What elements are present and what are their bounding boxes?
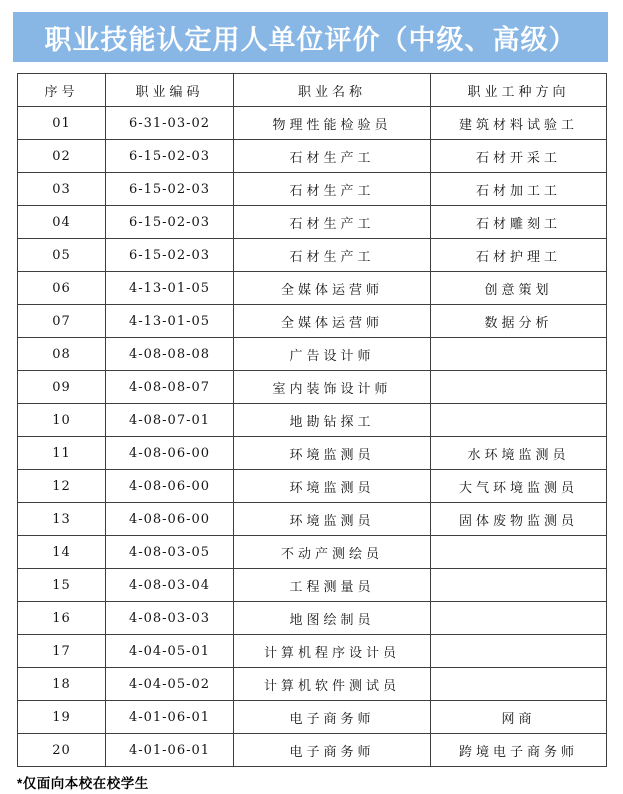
cell-code: 4-13-01-05 bbox=[106, 305, 234, 338]
table-row bbox=[18, 338, 607, 371]
cell-serial: 01 bbox=[18, 107, 106, 140]
cell-serial: 09 bbox=[18, 371, 106, 404]
cell-direction: 石材雕刻工 bbox=[431, 206, 607, 239]
cell-name: 石材生产工 bbox=[234, 173, 431, 206]
cell-direction bbox=[431, 371, 607, 404]
cell-direction bbox=[431, 338, 607, 371]
cell-code: 4-13-01-05 bbox=[106, 272, 234, 305]
header-serial: 序号 bbox=[18, 74, 106, 107]
cell-code: 4-08-06-00 bbox=[106, 470, 234, 503]
cell-serial: 14 bbox=[18, 536, 106, 569]
cell-code: 4-08-08-08 bbox=[106, 338, 234, 371]
cell-name: 环境监测员 bbox=[234, 503, 431, 536]
cell-serial: 17 bbox=[18, 635, 106, 668]
cell-direction bbox=[431, 569, 607, 602]
cell-direction bbox=[431, 404, 607, 437]
title-banner bbox=[13, 12, 608, 62]
cell-direction: 固体废物监测员 bbox=[431, 503, 607, 536]
cell-serial: 18 bbox=[18, 668, 106, 701]
table-row bbox=[18, 569, 607, 602]
cell-code: 6-31-03-02 bbox=[106, 107, 234, 140]
cell-direction: 石材加工工 bbox=[431, 173, 607, 206]
cell-name: 石材生产工 bbox=[234, 239, 431, 272]
cell-code: 4-08-03-04 bbox=[106, 569, 234, 602]
cell-direction: 水环境监测员 bbox=[431, 437, 607, 470]
table-row bbox=[18, 668, 607, 701]
table-row bbox=[18, 107, 607, 140]
page-title: 职业技能认定用人单位评价（中级、高级） bbox=[44, 24, 577, 55]
cell-direction: 创意策划 bbox=[431, 272, 607, 305]
cell-serial: 03 bbox=[18, 173, 106, 206]
cell-name: 室内装饰设计师 bbox=[234, 371, 431, 404]
header-direction: 职业工种方向 bbox=[431, 74, 607, 107]
cell-code: 4-04-05-02 bbox=[106, 668, 234, 701]
cell-name: 地图绘制员 bbox=[234, 602, 431, 635]
table-row bbox=[18, 272, 607, 305]
table-row bbox=[18, 140, 607, 173]
cell-serial: 11 bbox=[18, 437, 106, 470]
cell-code: 4-01-06-01 bbox=[106, 701, 234, 734]
table-row bbox=[18, 734, 607, 767]
cell-name: 全媒体运营师 bbox=[234, 305, 431, 338]
occupation-table bbox=[17, 73, 607, 767]
cell-name: 石材生产工 bbox=[234, 206, 431, 239]
table-row bbox=[18, 536, 607, 569]
cell-name: 全媒体运营师 bbox=[234, 272, 431, 305]
cell-code: 4-08-06-00 bbox=[106, 503, 234, 536]
cell-direction: 网商 bbox=[431, 701, 607, 734]
cell-name: 广告设计师 bbox=[234, 338, 431, 371]
table-header-row bbox=[18, 74, 607, 107]
header-code: 职业编码 bbox=[106, 74, 234, 107]
cell-serial: 05 bbox=[18, 239, 106, 272]
cell-code: 4-01-06-01 bbox=[106, 734, 234, 767]
cell-serial: 10 bbox=[18, 404, 106, 437]
cell-serial: 16 bbox=[18, 602, 106, 635]
cell-name: 地勘钻探工 bbox=[234, 404, 431, 437]
cell-serial: 07 bbox=[18, 305, 106, 338]
cell-name: 工程测量员 bbox=[234, 569, 431, 602]
cell-serial: 06 bbox=[18, 272, 106, 305]
cell-serial: 19 bbox=[18, 701, 106, 734]
cell-code: 6-15-02-03 bbox=[106, 239, 234, 272]
table-row bbox=[18, 404, 607, 437]
table-row bbox=[18, 635, 607, 668]
cell-serial: 08 bbox=[18, 338, 106, 371]
cell-code: 4-08-03-03 bbox=[106, 602, 234, 635]
cell-name: 不动产测绘员 bbox=[234, 536, 431, 569]
cell-serial: 12 bbox=[18, 470, 106, 503]
cell-name: 石材生产工 bbox=[234, 140, 431, 173]
cell-name: 物理性能检验员 bbox=[234, 107, 431, 140]
cell-code: 4-08-03-05 bbox=[106, 536, 234, 569]
header-name: 职业名称 bbox=[234, 74, 431, 107]
cell-direction: 大气环境监测员 bbox=[431, 470, 607, 503]
cell-code: 6-15-02-03 bbox=[106, 173, 234, 206]
cell-code: 4-08-06-00 bbox=[106, 437, 234, 470]
table-row bbox=[18, 305, 607, 338]
cell-name: 电子商务师 bbox=[234, 701, 431, 734]
cell-name: 电子商务师 bbox=[234, 734, 431, 767]
cell-direction: 石材护理工 bbox=[431, 239, 607, 272]
cell-direction: 石材开采工 bbox=[431, 140, 607, 173]
cell-direction: 跨境电子商务师 bbox=[431, 734, 607, 767]
table-row bbox=[18, 173, 607, 206]
cell-name: 计算机软件测试员 bbox=[234, 668, 431, 701]
cell-serial: 02 bbox=[18, 140, 106, 173]
cell-serial: 04 bbox=[18, 206, 106, 239]
cell-name: 环境监测员 bbox=[234, 437, 431, 470]
cell-name: 计算机程序设计员 bbox=[234, 635, 431, 668]
cell-code: 4-04-05-01 bbox=[106, 635, 234, 668]
cell-serial: 15 bbox=[18, 569, 106, 602]
table-row bbox=[18, 701, 607, 734]
cell-direction: 数据分析 bbox=[431, 305, 607, 338]
table-row bbox=[18, 437, 607, 470]
cell-code: 4-08-07-01 bbox=[106, 404, 234, 437]
table-row bbox=[18, 470, 607, 503]
cell-direction bbox=[431, 668, 607, 701]
cell-code: 4-08-08-07 bbox=[106, 371, 234, 404]
table-row bbox=[18, 206, 607, 239]
table-row bbox=[18, 239, 607, 272]
cell-serial: 20 bbox=[18, 734, 106, 767]
cell-serial: 13 bbox=[18, 503, 106, 536]
cell-name: 环境监测员 bbox=[234, 470, 431, 503]
cell-direction bbox=[431, 536, 607, 569]
footnote: *仅面向本校在校学生 bbox=[17, 776, 149, 791]
cell-direction bbox=[431, 602, 607, 635]
cell-code: 6-15-02-03 bbox=[106, 140, 234, 173]
table-row bbox=[18, 602, 607, 635]
table-row bbox=[18, 503, 607, 536]
table-row bbox=[18, 371, 607, 404]
table-body bbox=[18, 107, 607, 767]
cell-code: 6-15-02-03 bbox=[106, 206, 234, 239]
cell-direction: 建筑材料试验工 bbox=[431, 107, 607, 140]
cell-direction bbox=[431, 635, 607, 668]
